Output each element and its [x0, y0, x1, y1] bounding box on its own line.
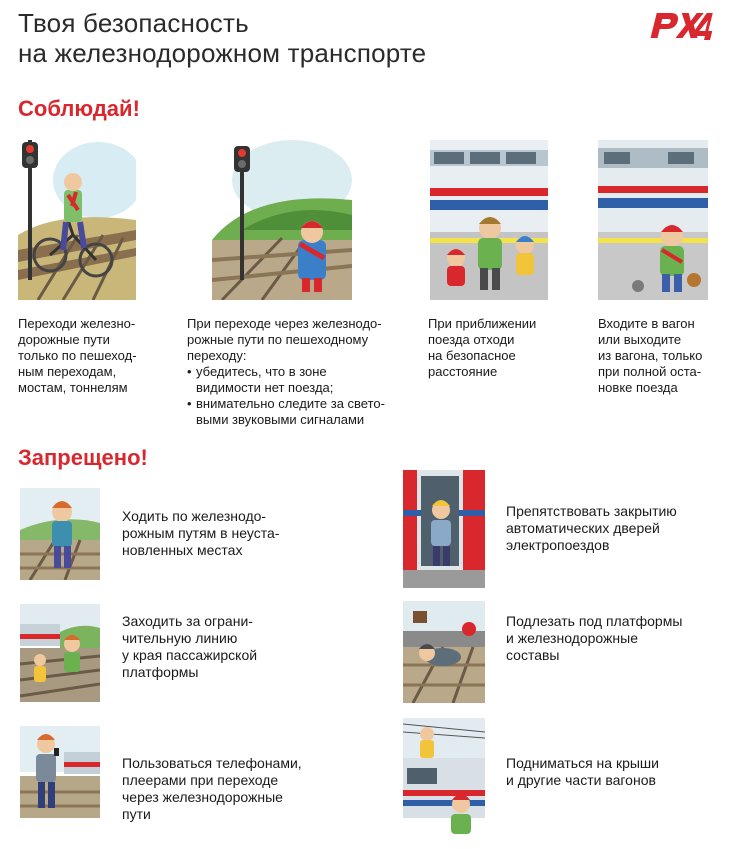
forbidden-rule-1: Ходить по железнодо- рожным путям в неуста- новленных местах: [122, 508, 280, 558]
section-heading-forbidden: Запрещено!: [18, 445, 148, 470]
cyclist-at-crossing-illustration: [18, 140, 136, 300]
forbidden-rule-2: Препятствовать закрытию автоматических дверей электропоездов: [506, 503, 677, 553]
crossing-platform-line-illustration: [20, 604, 100, 702]
observe-rule-3: При приближении поезда отходи на безопасное расстояние: [428, 316, 537, 379]
title-line-2: на железнодорожном транспорте: [18, 38, 427, 68]
observe-rule-4: Входите в вагон или выходите из вагона, только при полной оста- новке поезда: [598, 316, 703, 395]
forbidden-rule-6: Подниматься на крыши и другие части вагонов: [506, 755, 659, 788]
walking-on-tracks-illustration: [20, 488, 100, 580]
rzd-logo: [650, 8, 718, 42]
rzd-logo-icon: [650, 8, 718, 42]
crawling-under-platform-illustration: [403, 601, 485, 703]
bullet-item: • убедитесь, что в зоне видимости нет поезда;: [187, 364, 417, 396]
page-title: [18, 8, 426, 68]
child-at-crossing-illustration: [212, 140, 352, 300]
phone-on-tracks-illustration: [20, 726, 100, 818]
forbidden-rule-3: Заходить за ограни- чительную линию у края пассажирской платформы: [122, 613, 258, 680]
holding-train-door-illustration: [403, 470, 485, 588]
title-line-1: Твоя безопасность: [18, 8, 249, 38]
observe-rule-2-bullets: [187, 364, 417, 428]
climbing-on-roof-illustration: [403, 718, 485, 836]
observe-rule-2: При переходе через железнодо- рожные пути по пешеходному переходу: • убедитесь, что в зоне видимости нет поезда; • внимательно следите за свето- выми звуковыми сигналами: [187, 316, 417, 428]
forbidden-rule-4: Подлезать под платформы и железнодорожные составы: [506, 613, 683, 663]
bullet-item: • внимательно следите за свето- выми звуковыми сигналами: [187, 396, 417, 428]
section-heading-observe: Соблюдай!: [18, 96, 140, 121]
observe-rule-1: Переходи железно- дорожные пути только по пешеход- ным переходам, мостам, тоннелям: [18, 316, 137, 395]
forbidden-rule-5: Пользоваться телефонами, плеерами при переходе через железнодорожные пути: [122, 755, 302, 822]
child-waiting-train-illustration: [598, 140, 708, 300]
family-on-platform-illustration: [430, 140, 548, 300]
